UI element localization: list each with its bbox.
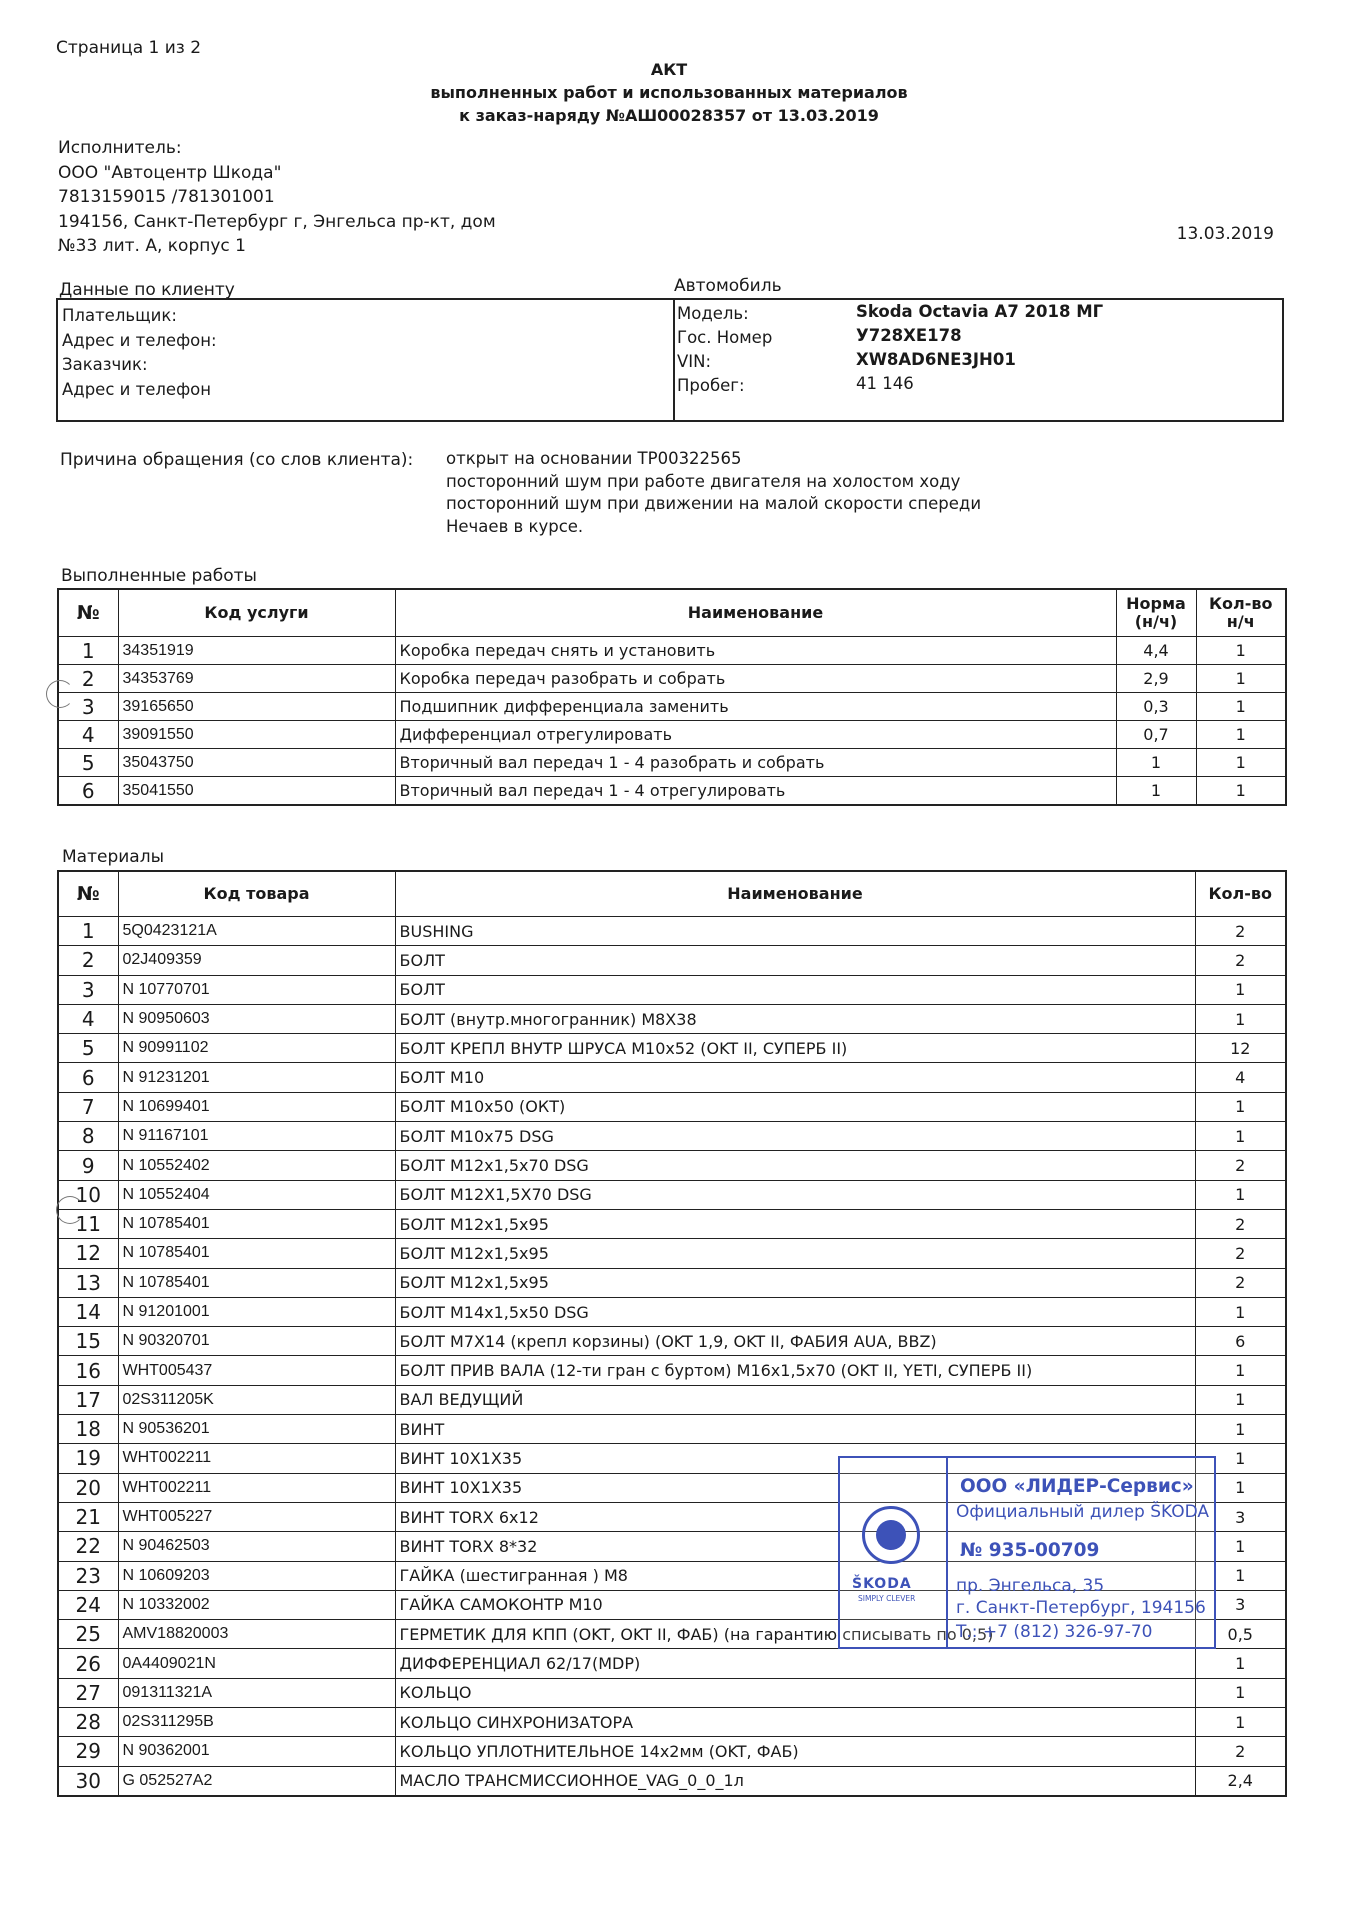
materials-cell-qty: 1 — [1195, 1385, 1286, 1414]
materials-header-name: Наименование — [395, 871, 1195, 917]
works-cell-code: 39165650 — [118, 693, 395, 721]
materials-cell-qty: 1 — [1195, 1649, 1286, 1678]
materials-cell-num: 11 — [58, 1209, 118, 1238]
punch-hole-mark — [46, 680, 74, 708]
works-cell-norm: 4,4 — [1116, 637, 1196, 665]
materials-cell-num: 23 — [58, 1561, 118, 1590]
materials-cell-name: БОЛТ M12x1,5x95 — [395, 1268, 1195, 1297]
reason-label: Причина обращения (со слов клиента): — [60, 450, 414, 470]
materials-cell-qty: 2 — [1195, 946, 1286, 975]
car-plate-value: У728ХЕ178 — [856, 326, 962, 345]
contractor-label: Исполнитель: — [58, 138, 182, 158]
materials-cell-code: 5Q0423121A — [118, 917, 395, 946]
works-row — [58, 777, 1286, 806]
materials-cell-num: 30 — [58, 1766, 118, 1796]
reason-line: открыт на основании ТР00322565 — [446, 449, 742, 468]
materials-cell-name: БОЛТ M14x1,5x50 DSG — [395, 1297, 1195, 1326]
materials-cell-name: ГЕРМЕТИК ДЛЯ КПП (OKT, OKT II, ФАБ) (на гарантию списывать по 0,5) — [395, 1620, 1195, 1649]
works-row — [58, 749, 1286, 777]
punch-hole-mark — [56, 1196, 84, 1224]
stamp-brand: ŠKODA — [852, 1576, 912, 1592]
materials-cell-num: 21 — [58, 1502, 118, 1531]
works-row — [58, 665, 1286, 693]
works-cell-num: 5 — [58, 749, 118, 777]
materials-cell-name: БОЛТ M10 — [395, 1063, 1195, 1092]
materials-cell-name: БОЛТ ПРИВ ВАЛА (12-ти гран с буртом) M16x1,5x70 (OKT II, YETI, СУПЕРБ II) — [395, 1356, 1195, 1385]
works-cell-code: 39091550 — [118, 721, 395, 749]
materials-row — [58, 1649, 1286, 1678]
materials-cell-qty: 1 — [1195, 975, 1286, 1004]
car-vin-label: VIN: — [677, 352, 712, 371]
works-cell-code: 35043750 — [118, 749, 395, 777]
materials-cell-name: ВИНТ 10X1X35 — [395, 1444, 1195, 1473]
materials-cell-code: 02S311295B — [118, 1708, 395, 1737]
contractor-address-1: 194156, Санкт-Петербург г, Энгельса пр-кт, дом — [58, 211, 496, 232]
materials-row — [58, 946, 1286, 975]
materials-cell-name: БОЛТ M12X1,5X70 DSG — [395, 1180, 1195, 1209]
payer-label: Плательщик: — [62, 306, 177, 325]
materials-cell-code: N 90462503 — [118, 1532, 395, 1561]
materials-cell-name: БОЛТ M10x50 (ОКТ) — [395, 1092, 1195, 1121]
works-cell-name: Подшипник дифференциала заменить — [395, 693, 1116, 721]
materials-cell-num: 18 — [58, 1415, 118, 1444]
reason-line: посторонний шум при движении на малой скорости спереди — [446, 494, 982, 513]
materials-cell-name: БОЛТ M10x75 DSG — [395, 1122, 1195, 1151]
materials-cell-num: 6 — [58, 1063, 118, 1092]
materials-cell-num: 19 — [58, 1444, 118, 1473]
materials-cell-qty: 6 — [1195, 1327, 1286, 1356]
materials-cell-num: 17 — [58, 1385, 118, 1414]
works-cell-qty: 1 — [1196, 777, 1286, 806]
materials-cell-num: 3 — [58, 975, 118, 1004]
works-header-num: № — [58, 589, 118, 637]
doc-title: АКТ — [650, 60, 688, 79]
materials-cell-qty: 0,5 — [1195, 1620, 1286, 1649]
car-vin-value: XW8AD6NE3JH01 — [856, 350, 1016, 369]
materials-cell-code: N 91201001 — [118, 1297, 395, 1326]
materials-cell-num: 14 — [58, 1297, 118, 1326]
materials-cell-num: 24 — [58, 1590, 118, 1619]
works-cell-num: 4 — [58, 721, 118, 749]
works-cell-norm: 1 — [1116, 777, 1196, 806]
materials-cell-qty: 2 — [1195, 1737, 1286, 1766]
works-cell-qty: 1 — [1196, 637, 1286, 665]
skoda-logo-icon — [862, 1506, 920, 1564]
materials-cell-qty: 1 — [1195, 1561, 1286, 1590]
materials-row — [58, 1004, 1286, 1033]
materials-cell-name: КОЛЬЦО — [395, 1678, 1195, 1707]
contractor-address-2: №33 лит. А, корпус 1 — [58, 236, 246, 256]
stamp-divider — [946, 1458, 948, 1647]
materials-cell-code: N 91167101 — [118, 1122, 395, 1151]
materials-cell-code: N 90536201 — [118, 1415, 395, 1444]
materials-row — [58, 1327, 1286, 1356]
materials-cell-num: 2 — [58, 946, 118, 975]
materials-cell-num: 4 — [58, 1004, 118, 1033]
materials-header-row — [58, 871, 1286, 917]
materials-cell-code: N 90950603 — [118, 1004, 395, 1033]
materials-row — [58, 1092, 1286, 1121]
works-cell-name: Вторичный вал передач 1 - 4 отрегулировать — [395, 777, 1116, 806]
materials-row — [58, 1239, 1286, 1268]
materials-row — [58, 1034, 1286, 1063]
stamp-phone: Т.: +7 (812) 326-97-70 — [956, 1622, 1153, 1642]
materials-cell-code: WHT005227 — [118, 1502, 395, 1531]
materials-cell-qty: 1 — [1195, 1444, 1286, 1473]
materials-cell-num: 26 — [58, 1649, 118, 1678]
materials-cell-qty: 3 — [1195, 1590, 1286, 1619]
customer-label: Заказчик: — [62, 355, 148, 374]
materials-cell-code: 0A4409021N — [118, 1649, 395, 1678]
materials-row — [58, 1708, 1286, 1737]
materials-cell-qty: 3 — [1195, 1502, 1286, 1531]
materials-cell-name: ВИНТ — [395, 1415, 1195, 1444]
materials-cell-name: BUSHING — [395, 917, 1195, 946]
materials-section-label: Материалы — [62, 847, 164, 867]
materials-row — [58, 1297, 1286, 1326]
materials-row — [58, 975, 1286, 1004]
works-cell-qty: 1 — [1196, 693, 1286, 721]
materials-cell-name: КОЛЬЦО СИНХРОНИЗАТОРА — [395, 1708, 1195, 1737]
materials-row — [58, 1415, 1286, 1444]
materials-cell-qty: 1 — [1195, 1678, 1286, 1707]
reason-line: Нечаев в курсе. — [446, 516, 584, 536]
materials-cell-qty: 1 — [1195, 1473, 1286, 1502]
materials-cell-code: WHT005437 — [118, 1356, 395, 1385]
car-model-label: Модель: — [677, 304, 749, 323]
materials-cell-num: 12 — [58, 1239, 118, 1268]
materials-cell-num: 22 — [58, 1532, 118, 1561]
materials-cell-code: N 90991102 — [118, 1034, 395, 1063]
materials-cell-num: 25 — [58, 1620, 118, 1649]
materials-cell-num: 5 — [58, 1034, 118, 1063]
contractor-name: ООО "Автоцентр Шкода" — [58, 162, 282, 183]
materials-cell-name: ГАЙКА САМОКОНТР M10 — [395, 1590, 1195, 1619]
materials-cell-code: N 10785401 — [118, 1268, 395, 1297]
materials-cell-qty: 1 — [1195, 1356, 1286, 1385]
materials-cell-qty: 2 — [1195, 1209, 1286, 1238]
materials-cell-qty: 12 — [1195, 1034, 1286, 1063]
works-cell-num: 2 — [58, 665, 118, 693]
materials-cell-code: WHT002211 — [118, 1473, 395, 1502]
works-cell-norm: 1 — [1116, 749, 1196, 777]
materials-cell-name: БОЛТ M12x1,5x70 DSG — [395, 1151, 1195, 1180]
materials-cell-name: ВИНТ TORX 6x12 — [395, 1502, 1195, 1531]
car-plate-label: Гос. Номер — [677, 328, 773, 347]
materials-cell-code: N 10785401 — [118, 1239, 395, 1268]
materials-cell-num: 9 — [58, 1151, 118, 1180]
works-header-qty-2: н/ч — [1226, 612, 1255, 631]
materials-cell-code: N 10332002 — [118, 1590, 395, 1619]
materials-row — [58, 1385, 1286, 1414]
materials-cell-code: G 052527A2 — [118, 1766, 395, 1796]
materials-cell-code: N 90320701 — [118, 1327, 395, 1356]
works-header-norm-2: (н/ч) — [1134, 612, 1178, 631]
materials-cell-code: WHT002211 — [118, 1444, 395, 1473]
client-car-box — [56, 298, 1284, 422]
works-cell-code: 35041550 — [118, 777, 395, 806]
materials-row — [58, 1063, 1286, 1092]
materials-cell-code: N 10552404 — [118, 1180, 395, 1209]
materials-cell-qty: 4 — [1195, 1063, 1286, 1092]
materials-cell-qty: 2 — [1195, 1268, 1286, 1297]
materials-row — [58, 1151, 1286, 1180]
stamp-company: ООО «ЛИДЕР-Сервис» — [960, 1476, 1194, 1497]
materials-cell-num: 27 — [58, 1678, 118, 1707]
stamp-slogan: SIMPLY CLEVER — [858, 1594, 916, 1603]
materials-row — [58, 1209, 1286, 1238]
materials-cell-code: N 10552402 — [118, 1151, 395, 1180]
works-header-qty — [1196, 589, 1286, 637]
materials-cell-num: 10 — [58, 1180, 118, 1209]
works-cell-qty: 1 — [1196, 665, 1286, 693]
car-mileage-value: 41 146 — [856, 374, 914, 393]
materials-cell-name: БОЛТ M12x1,5x95 — [395, 1239, 1195, 1268]
materials-cell-code: N 10699401 — [118, 1092, 395, 1121]
car-model-value: Skoda Octavia A7 2018 МГ — [856, 302, 1104, 321]
materials-cell-code: N 10770701 — [118, 975, 395, 1004]
stamp-address-1: пр. Энгельса, 35 — [956, 1576, 1105, 1596]
materials-cell-qty: 1 — [1195, 1708, 1286, 1737]
materials-cell-num: 8 — [58, 1122, 118, 1151]
materials-cell-name: ВАЛ ВЕДУЩИЙ — [395, 1385, 1195, 1414]
materials-cell-code: N 90362001 — [118, 1737, 395, 1766]
materials-cell-qty: 1 — [1195, 1415, 1286, 1444]
contractor-block — [58, 136, 496, 259]
works-header-norm — [1116, 589, 1196, 637]
client-section-label: Данные по клиенту — [59, 280, 235, 300]
works-cell-name: Коробка передач разобрать и собрать — [395, 665, 1116, 693]
materials-cell-code: 02J409359 — [118, 946, 395, 975]
works-cell-num: 1 — [58, 637, 118, 665]
works-header-name: Наименование — [395, 589, 1116, 637]
materials-cell-qty: 1 — [1195, 1297, 1286, 1326]
materials-cell-code: N 10609203 — [118, 1561, 395, 1590]
materials-cell-name: ДИФФЕРЕНЦИАЛ 62/17(MDP) — [395, 1649, 1195, 1678]
materials-cell-num: 28 — [58, 1708, 118, 1737]
works-table — [57, 588, 1287, 806]
works-row — [58, 637, 1286, 665]
materials-header-qty: Кол-во — [1195, 871, 1286, 917]
materials-cell-qty: 1 — [1195, 1004, 1286, 1033]
materials-cell-code: AMV18820003 — [118, 1620, 395, 1649]
materials-cell-qty: 1 — [1195, 1532, 1286, 1561]
materials-cell-qty: 1 — [1195, 1122, 1286, 1151]
page-number: Страница 1 из 2 — [56, 38, 202, 58]
materials-cell-name: ГАЙКА (шестигранная ) M8 — [395, 1561, 1195, 1590]
materials-table — [57, 870, 1287, 1797]
materials-cell-num: 16 — [58, 1356, 118, 1385]
works-cell-code: 34353769 — [118, 665, 395, 693]
materials-cell-num: 29 — [58, 1737, 118, 1766]
doc-date: 13.03.2019 — [1176, 224, 1274, 244]
works-cell-num: 6 — [58, 777, 118, 806]
materials-cell-name: БОЛТ (внутр.многогранник) M8X38 — [395, 1004, 1195, 1033]
works-cell-code: 34351919 — [118, 637, 395, 665]
works-section-label: Выполненные работы — [61, 566, 257, 586]
materials-cell-name: КОЛЬЦО УПЛОТНИТЕЛЬНОЕ 14x2мм (OKT, ФАБ) — [395, 1737, 1195, 1766]
stamp-address-2: г. Санкт-Петербург, 194156 — [956, 1598, 1206, 1618]
materials-row — [58, 1122, 1286, 1151]
car-section-label: Автомобиль — [674, 276, 782, 296]
works-header-row — [58, 589, 1286, 637]
materials-row — [58, 1737, 1286, 1766]
customer-address-label: Адрес и телефон — [62, 380, 212, 399]
works-cell-norm: 2,9 — [1116, 665, 1196, 693]
materials-cell-code: 02S311205K — [118, 1385, 395, 1414]
materials-cell-name: БОЛТ M7X14 (крепл корзины) (OKT 1,9, OKT II, ФАБИЯ AUA, BBZ) — [395, 1327, 1195, 1356]
materials-cell-num: 7 — [58, 1092, 118, 1121]
reason-text — [446, 448, 981, 538]
works-cell-name: Коробка передач снять и установить — [395, 637, 1116, 665]
materials-header-code: Код товара — [118, 871, 395, 917]
car-mileage-label: Пробег: — [677, 376, 745, 395]
works-cell-norm: 0,7 — [1116, 721, 1196, 749]
works-cell-qty: 1 — [1196, 749, 1286, 777]
materials-cell-name: БОЛТ — [395, 946, 1195, 975]
materials-cell-num: 15 — [58, 1327, 118, 1356]
materials-cell-qty: 2,4 — [1195, 1766, 1286, 1796]
materials-cell-qty: 2 — [1195, 1151, 1286, 1180]
materials-header-num: № — [58, 871, 118, 917]
box-divider — [673, 300, 675, 420]
materials-cell-name: БОЛТ КРЕПЛ ВНУТР ШРУСА M10x52 (OKT II, СУПЕРБ II) — [395, 1034, 1195, 1063]
materials-row — [58, 1766, 1286, 1796]
materials-cell-name: БОЛТ M12x1,5x95 — [395, 1209, 1195, 1238]
materials-cell-code: N 10785401 — [118, 1209, 395, 1238]
stamp-number: № 935-00709 — [960, 1540, 1100, 1561]
materials-cell-name: ВИНТ TORX 8*32 — [395, 1532, 1195, 1561]
payer-address-label: Адрес и телефон: — [62, 331, 217, 350]
materials-row — [58, 1678, 1286, 1707]
materials-cell-code: 091311321A — [118, 1678, 395, 1707]
materials-cell-num: 1 — [58, 917, 118, 946]
works-header-norm-1: Норма — [1126, 594, 1186, 613]
materials-cell-qty: 2 — [1195, 1239, 1286, 1268]
stamp-dealer: Официальный дилер ŠKODA — [956, 1502, 1210, 1522]
works-cell-name: Вторичный вал передач 1 - 4 разобрать и собрать — [395, 749, 1116, 777]
materials-row — [58, 917, 1286, 946]
contractor-inn: 7813159015 /781301001 — [58, 187, 275, 207]
materials-cell-num: 20 — [58, 1473, 118, 1502]
works-cell-norm: 0,3 — [1116, 693, 1196, 721]
works-header-code: Код услуги — [118, 589, 395, 637]
works-cell-name: Дифференциал отрегулировать — [395, 721, 1116, 749]
materials-row — [58, 1180, 1286, 1209]
works-cell-num: 3 — [58, 693, 118, 721]
works-header-qty-1: Кол-во — [1208, 594, 1273, 613]
materials-cell-code: N 91231201 — [118, 1063, 395, 1092]
doc-order-ref: к заказ-наряду №АШ00028357 от 13.03.2019 — [459, 106, 879, 125]
dealer-stamp — [838, 1456, 1216, 1649]
works-row — [58, 693, 1286, 721]
reason-line: посторонний шум при работе двигателя на холостом ходу — [446, 471, 961, 491]
materials-row — [58, 1268, 1286, 1297]
doc-subtitle: выполненных работ и использованных материалов — [430, 83, 908, 102]
materials-cell-name: ВИНТ 10X1X35 — [395, 1473, 1195, 1502]
materials-cell-name: МАСЛО ТРАНСМИССИОННОЕ_VAG_0_0_1л — [395, 1766, 1195, 1796]
materials-cell-num: 13 — [58, 1268, 118, 1297]
works-row — [58, 721, 1286, 749]
materials-cell-name: БОЛТ — [395, 975, 1195, 1004]
materials-cell-qty: 1 — [1195, 1180, 1286, 1209]
materials-cell-qty: 1 — [1195, 1092, 1286, 1121]
works-cell-qty: 1 — [1196, 721, 1286, 749]
materials-row — [58, 1356, 1286, 1385]
materials-cell-qty: 2 — [1195, 917, 1286, 946]
